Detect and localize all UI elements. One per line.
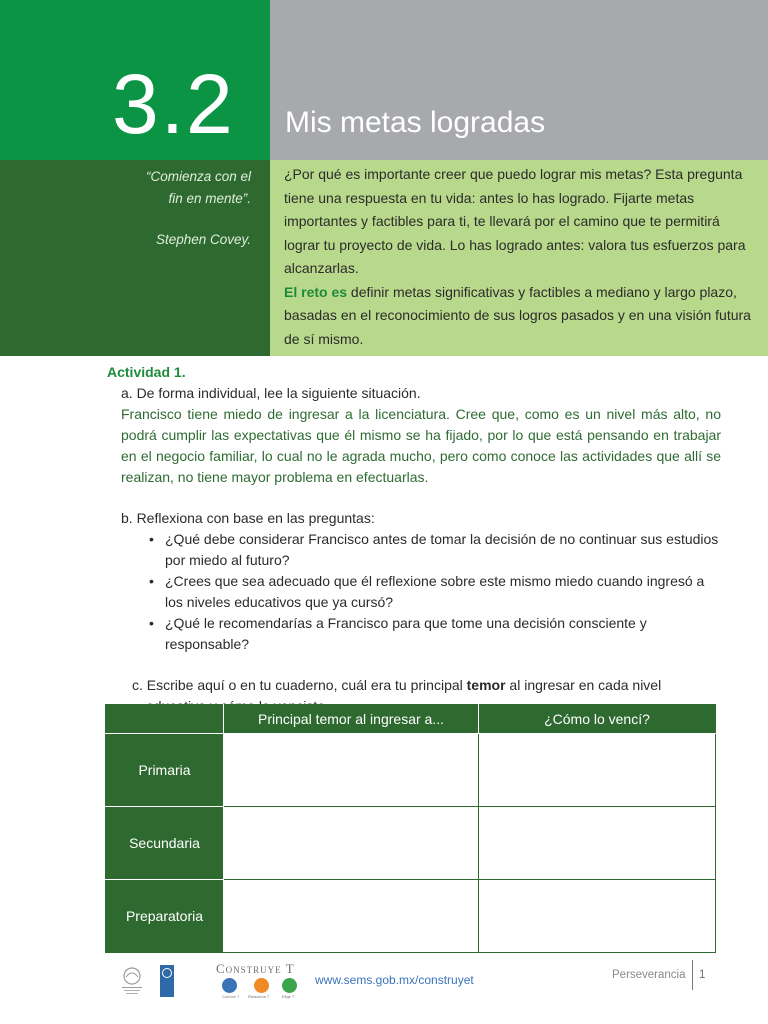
activity-section [107, 362, 719, 717]
quote-box [0, 160, 270, 356]
page-title: Mis metas logradas [285, 106, 546, 139]
section-number: 3.2 [112, 57, 235, 151]
section-title-block [270, 0, 768, 160]
row-label-secundaria: Secundaria [106, 807, 224, 880]
fear-cell-preparatoria[interactable] [224, 880, 479, 953]
question-item: • ¿Qué le recomendarías a Francisco para que tome una decisión consciente y responsable? [149, 613, 719, 655]
conoce-t-label: Conoce T [222, 994, 240, 999]
question-item: • ¿Qué debe considerar Francisco antes de tomar la decisión de no continuar sus estudios por miedo al futuro? [149, 529, 719, 571]
page-number: 1 [699, 969, 706, 981]
footer-section-name: Perseverancia [612, 969, 686, 981]
quote-line-1: “Comienza con el [145, 169, 251, 184]
question-item: • ¿Crees que sea adecuado que él reflexione sobre este mismo miedo cuando ingresó a los niveles educativos que ya cursó? [149, 571, 719, 613]
pnud-logo-icon [160, 965, 174, 997]
conoce-t-icon [222, 978, 237, 993]
construye-t-brand: Construye T [216, 961, 295, 976]
fear-table [105, 704, 716, 953]
table-header-overcome: ¿Cómo lo vencí? [479, 705, 716, 734]
table-row [106, 880, 716, 953]
elige-t-label: Elige T [282, 994, 295, 999]
footer [0, 960, 768, 1020]
instruction-c-suffix: al ingresar en cada nivel [509, 677, 662, 693]
situation-text: Francisco tiene miedo de ingresar a la licenciatura. Cree que, como es un nivel más alto, no podrá cumplir las expectativas que él mismo se ha fijado, por lo que está pensando en trabajar en el negocio familiar, lo cual no le agrada mucho, pero como conoce las actividades que allí se realizan, no tiene mayor problema en efectuarlas. [121, 406, 721, 485]
overcome-cell-preparatoria[interactable] [479, 880, 716, 953]
intro-box [270, 160, 768, 356]
activity-title: Actividad 1. [107, 364, 186, 380]
construye-t-icons [222, 978, 302, 998]
footer-divider [692, 960, 693, 990]
table-header-corner [106, 705, 224, 734]
row-label-primaria: Primaria [106, 734, 224, 807]
reto-label: El reto es [284, 283, 348, 300]
quote-author: Stephen Covey. [155, 232, 251, 247]
instruction-b: b. Reflexiona con base en las preguntas: [121, 510, 375, 526]
reto-paragraph [284, 281, 752, 352]
table-header-row [106, 705, 716, 734]
intro-paragraph [284, 163, 752, 281]
relaciona-t-label: Relaciona T [248, 994, 270, 999]
overcome-cell-secundaria[interactable] [479, 807, 716, 880]
elige-t-icon [282, 978, 297, 993]
instruction-c-bold: temor [466, 677, 506, 693]
reto-text: definir metas significativas y factibles a mediano y largo plazo, basadas en el reconocimiento de sus logros pasados y en una visión futura de sí mismo. [284, 283, 751, 347]
question-list [149, 529, 719, 655]
row-label-preparatoria: Preparatoria [106, 880, 224, 953]
instruction-a: a. De forma individual, lee la siguiente situación. [121, 385, 421, 401]
sep-seal-icon [118, 965, 146, 997]
overcome-cell-primaria[interactable] [479, 734, 716, 807]
fear-cell-secundaria[interactable] [224, 807, 479, 880]
table-row [106, 807, 716, 880]
instruction-c-prefix: c. Escribe aquí o en tu cuaderno, cuál era tu principal [132, 677, 467, 693]
quote-line-2: fin en mente”. [168, 191, 251, 206]
section-number-block [0, 0, 270, 160]
footer-link[interactable]: www.sems.gob.mx/construyet [315, 973, 474, 987]
intro-text: ¿Por qué es importante creer que puedo lograr mis metas? Esta pregunta tiene una respuesta en tu vida: antes lo has logrado. Fijarte metas importantes y factibles para ti, te llevará por el camino que te permitirá lograr tu proyecto de vida. Lo has logrado antes: valora tus esfuerzos para alcanzarlas. [284, 166, 746, 276]
relaciona-t-icon [254, 978, 269, 993]
fear-cell-primaria[interactable] [224, 734, 479, 807]
table-row [106, 734, 716, 807]
table-header-fear: Principal temor al ingresar a... [224, 705, 479, 734]
